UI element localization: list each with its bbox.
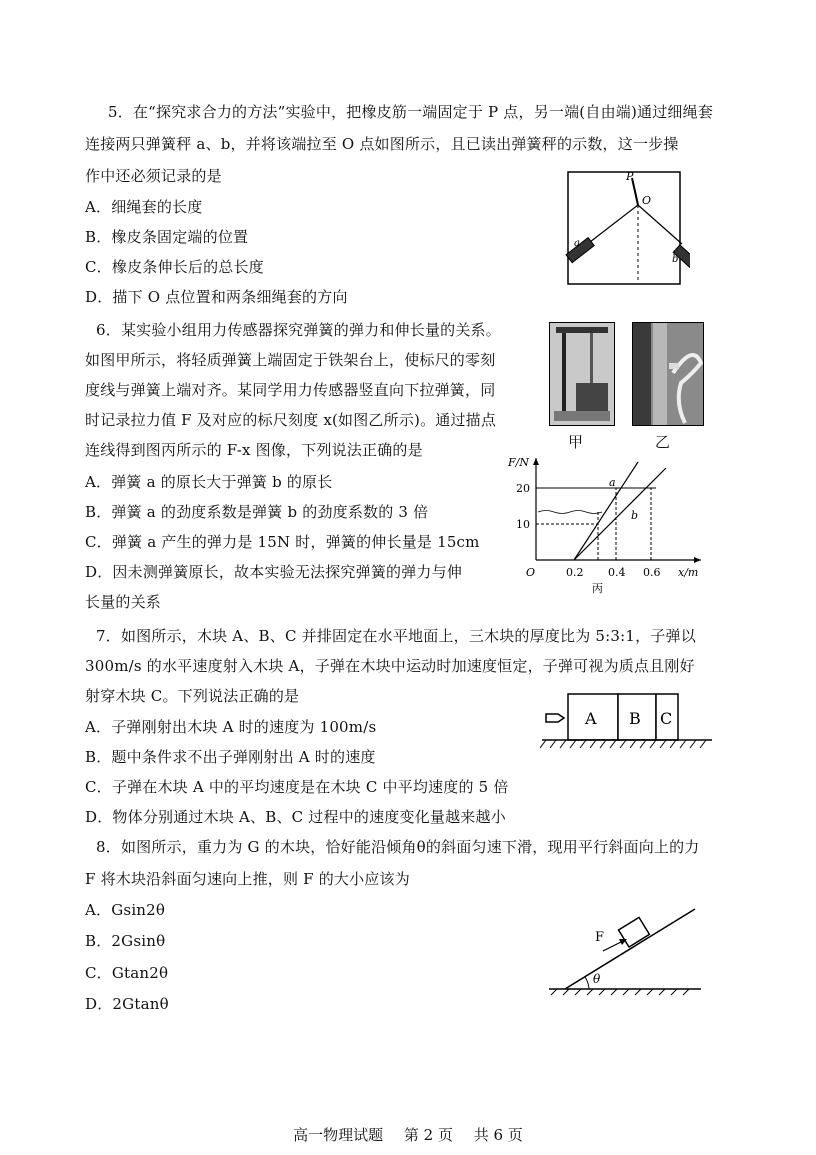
q8-stem-line-2: F 将木块沿斜面匀速向上推，则 F 的大小应该为 (85, 870, 410, 888)
q7-block-c: C (660, 709, 673, 728)
q8-label-force: F (595, 930, 605, 945)
q5-label-b: b (672, 254, 679, 265)
q6-photo-yi (632, 322, 704, 426)
q5-option-c: C．橡皮条伸长后的总长度 (85, 258, 264, 276)
q8-option-b: B．2Gsinθ (85, 932, 166, 950)
q6-graph-caption: 丙 (592, 582, 603, 594)
q6-graph-line-b-label: b (631, 509, 639, 522)
q6-stem-line-2: 如图甲所示，将轻质弹簧上端固定于铁架台上，使标尺的零刻 (85, 351, 496, 369)
q6-fx-graph (506, 454, 706, 594)
q8-incline-figure (545, 905, 705, 997)
q6-graph-ylabel: F/N (508, 456, 529, 469)
q6-stem-line-1: 6．某实验小组用力传感器探究弹簧的弹力和伸长量的关系。 (96, 321, 501, 339)
q7-block-a: A (585, 709, 597, 728)
q5-label-p: P (626, 170, 634, 183)
q5-stem-line-3: 作中还必须记录的是 (85, 167, 222, 185)
footer-total: 共 6 页 (473, 1126, 523, 1144)
q6-stem-line-4: 时记录拉力值 F 及对应的标尺刻度 x(如图乙所示)。通过描点 (85, 411, 497, 429)
q5-stem-line-1: 5．在“探究求合力的方法”实验中，把橡皮筋一端固定于 P 点，另一端(自由端)通过细绳套 (108, 103, 714, 121)
q7-stem-line-3: 射穿木块 C。下列说法正确的是 (85, 687, 300, 705)
q6-option-a: A．弹簧 a 的原长大于弹簧 b 的原长 (85, 473, 333, 491)
q5-option-a: A．细绳套的长度 (85, 198, 203, 216)
q8-stem-line-1: 8．如图所示，重力为 G 的木块，恰好能沿倾角θ的斜面匀速下滑，现用平行斜面向上的力 (96, 838, 700, 856)
q6-stem-line-3: 度线与弹簧上端对齐。某同学用力传感器竖直向下拉弹簧，同 (85, 381, 496, 399)
q7-option-c: C．子弹在木块 A 中的平均速度是在木块 C 中平均速度的 5 倍 (85, 778, 509, 796)
q6-graph-origin: O (526, 566, 536, 579)
q6-photo-jia (549, 322, 615, 426)
q6-graph-xtick-04: 0.4 (608, 566, 626, 579)
q7-blocks-figure (540, 688, 720, 752)
q5-label-o: O (642, 194, 652, 207)
q5-stem-line-2: 连接两只弹簧秤 a、b，并将该端拉至 O 点如图所示，且已读出弹簧秤的示数，这一步操 (85, 135, 679, 153)
q8-option-d: D．2Gtanθ (85, 995, 169, 1013)
q5-label-a: a (574, 238, 580, 249)
q7-stem-line-1: 7．如图所示，木块 A、B、C 并排固定在水平地面上，三木块的厚度比为 5:3:1，子弹以 (96, 627, 696, 645)
q6-graph-xlabel: x/m (678, 566, 699, 579)
q6-option-c: C．弹簧 a 产生的弹力是 15N 时，弹簧的伸长量是 15cm (85, 533, 480, 551)
q8-option-c: C．Gtan2θ (85, 964, 169, 982)
page-footer (0, 1124, 816, 1145)
q5-option-d: D．描下 O 点位置和两条细绳套的方向 (85, 288, 348, 306)
q7-stem-line-2: 300m/s 的水平速度射入木块 A，子弹在木块中运动时加速度恒定，子弹可视为质点且刚好 (85, 657, 695, 675)
q8-label-angle: θ (593, 972, 601, 986)
q6-caption-yi: 乙 (655, 433, 671, 451)
q6-option-b: B．弹簧 a 的劲度系数是弹簧 b 的劲度系数的 3 倍 (85, 503, 429, 521)
q6-graph-xtick-06: 0.6 (643, 566, 661, 579)
q7-block-b: B (629, 709, 641, 728)
q5-option-b: B．橡皮条固定端的位置 (85, 228, 249, 246)
q6-graph-ytick-20: 20 (516, 482, 530, 495)
q6-option-d-line-2: 长量的关系 (85, 593, 162, 611)
q7-option-b: B．题中条件求不出子弹刚射出 A 时的速度 (85, 748, 376, 766)
q6-option-d-line-1: D．因未测弹簧原长，故本实验无法探究弹簧的弹力与伸 (85, 563, 463, 581)
q6-graph-line-a-label: a (609, 476, 616, 489)
q8-option-a: A．Gsin2θ (85, 901, 166, 919)
q6-stem-line-5: 连线得到图丙所示的 F-x 图像，下列说法正确的是 (85, 441, 423, 459)
q7-option-d: D．物体分别通过木块 A、B、C 过程中的速度变化量越来越小 (85, 808, 506, 826)
q5-force-figure (560, 170, 690, 290)
footer-page: 第 2 页 (403, 1126, 453, 1144)
q6-caption-jia: 甲 (568, 433, 584, 451)
q7-option-a: A．子弹刚射出木块 A 时的速度为 100m/s (85, 718, 377, 736)
q6-graph-xtick-02: 0.2 (566, 566, 584, 579)
q6-graph-ytick-10: 10 (516, 518, 530, 531)
footer-title: 高一物理试题 (293, 1126, 384, 1144)
